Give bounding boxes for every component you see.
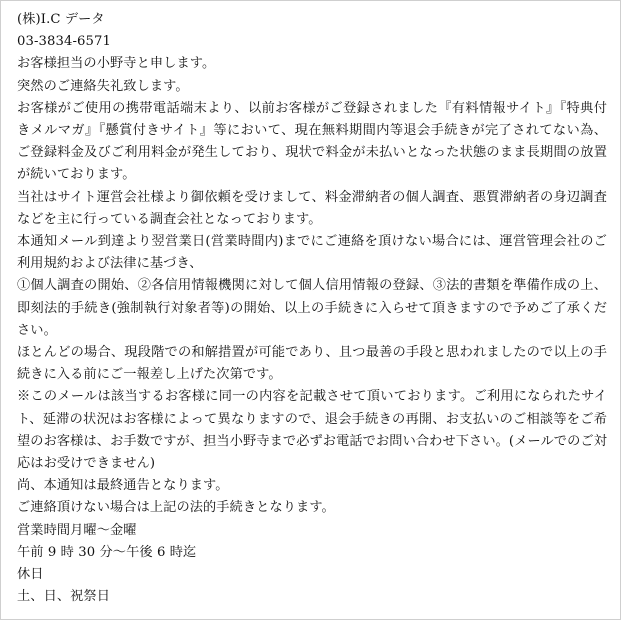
- company-name: (株)I.C データ: [17, 12, 105, 27]
- business-hours-value: 午前 9 時 30 分～午後 6 時迄: [17, 544, 197, 560]
- holiday-value: 土、日、祝祭日: [17, 589, 111, 605]
- final-notice-line: 尚、本通知は最終通告となります。: [17, 478, 229, 494]
- greeting-line: お客様担当の小野寺と申します。: [17, 56, 216, 72]
- paragraph-contact-instructions: ※このメールは該当するお客様に同一の内容を記載させて頂いております。ご利用になられたサイト、延滞の状況はお客様によって異なりますので、退会手続きの再開、お支払いのご相談等をご希望のお客様は、お手数ですが、担当小野寺まで必ずお電話でお問い合わせ下さい。(メールでのご対応はお受けできません): [17, 389, 607, 471]
- email-body: [17, 9, 607, 608]
- paragraph-legal-steps: ①個人調査の開始、②各信用情報機関に対して個人信用情報の登録、③法的書類を準備作成の上、即刻法的手続き(強制執行対象者等)の開始、以上の手続きに入らせて頂きますので予めご了承ください。: [17, 278, 607, 338]
- paragraph-deadline: 本通知メール到達より翌営業日(営業時間内)までにご連絡を頂けない場合には、運営管理会社のご利用規約および法律に基づき、: [17, 233, 607, 272]
- apology-line: 突然のご連絡失礼致します。: [17, 78, 189, 94]
- paragraph-settlement: ほとんどの場合、現段階での和解措置が可能であり、且つ最善の手段と思われましたので以上の手続きに入る前にご一報差し上げた次第です。: [17, 344, 607, 383]
- paragraph-investigation-company: 当社はサイト運営会社様より御依頼を受けまして、料金滞納者の個人調査、悪質滞納者の身辺調査などを主に行っている調査会社となっております。: [17, 189, 607, 227]
- no-contact-line: ご連絡頂けない場合は上記の法的手続きとなります。: [17, 500, 335, 516]
- business-hours-label: 営業時間月曜～金曜: [17, 522, 137, 538]
- paragraph-unpaid-notice: お客様がご使用の携帯電話端末より、以前お客様がご登録されました『有料情報サイト』『特典付きメルマガ』『懸賞付きサイト』等において、現在無料期間内等退会手続きが完了されてない為、ご登録料金及びご利用料金が発生しており、現状で料金が未払いとなった状態のまま長期間の放置が続いております。: [17, 100, 607, 183]
- holiday-label: 休日: [17, 566, 44, 582]
- phone-number: 03-3834-6571: [17, 34, 112, 50]
